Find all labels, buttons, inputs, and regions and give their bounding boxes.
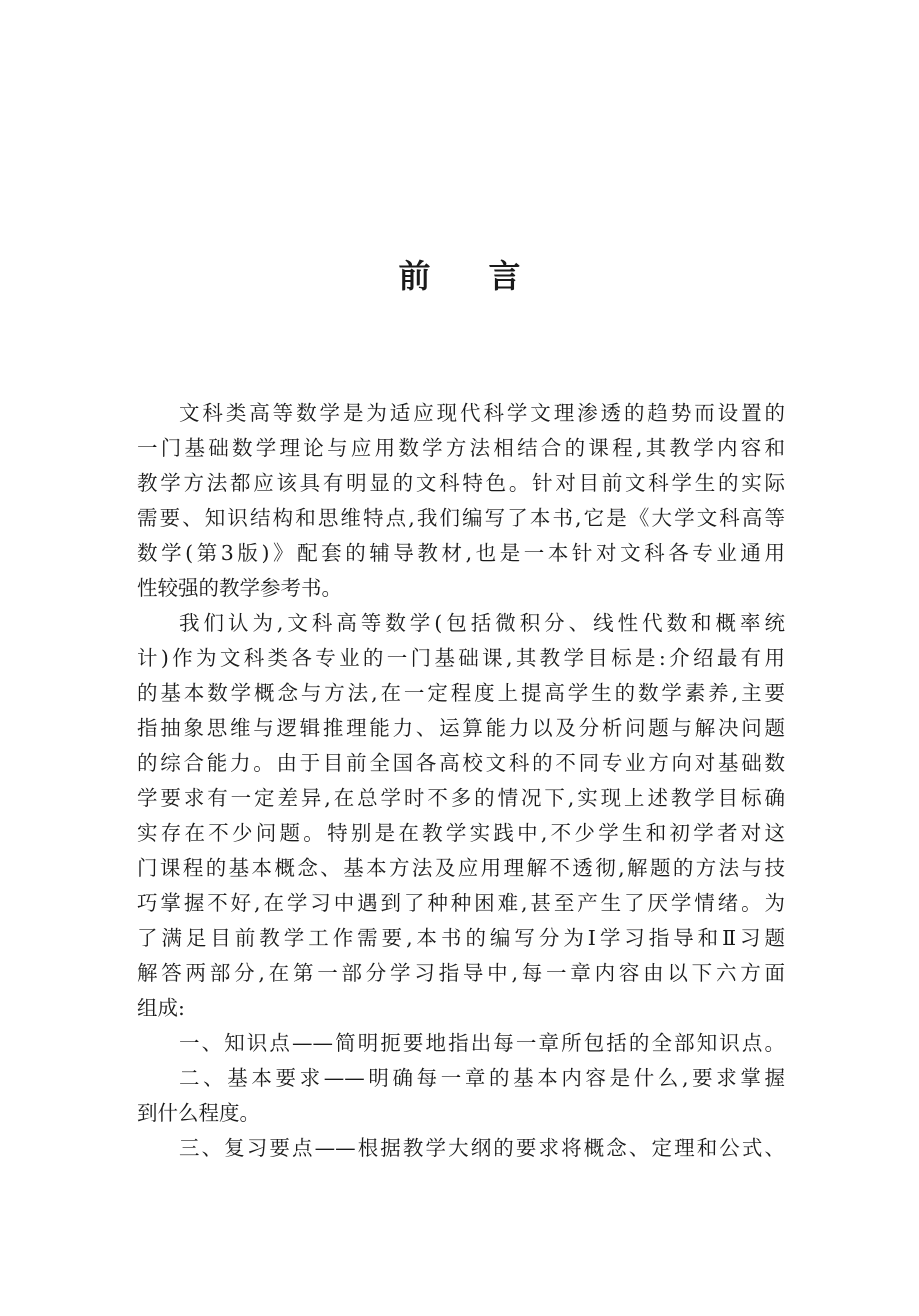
text-line: 到什么程度。: [137, 1101, 260, 1125]
text-line: 教学方法都应该具有明显的文科特色。针对目前文科学生的实际: [137, 471, 785, 495]
text-line: 了满足目前教学工作需要,本书的编写分为Ⅰ学习指导和Ⅱ习题: [137, 926, 785, 950]
text-line: 解答两部分,在第一部分学习指导中,每一章内容由以下六方面: [137, 961, 785, 985]
text-line: 我们认为,文科高等数学(包括微积分、线性代数和概率统: [179, 611, 785, 635]
text-line: 学要求有一定差异,在总学时不多的情况下,实现上述教学目标确: [137, 786, 785, 810]
text-line: 巧掌握不好,在学习中遇到了种种困难,甚至产生了厌学情绪。为: [137, 891, 785, 915]
body-text: [137, 396, 785, 1166]
text-line: 文科类高等数学是为适应现代科学文理渗透的趋势而设置的: [179, 401, 785, 425]
text-line: 指抽象思维与逻辑推理能力、运算能力以及分析问题与解决问题: [137, 716, 785, 740]
text-line: 性较强的教学参考书。: [137, 576, 342, 600]
text-line: 组成:: [137, 996, 185, 1020]
text-line: 的基本数学概念与方法,在一定程度上提高学生的数学素养,主要: [137, 681, 785, 705]
page-title: 前言: [398, 257, 579, 295]
text-line: 需要、知识结构和思维特点,我们编写了本书,它是《大学文科高等: [137, 506, 785, 530]
text-line: 三、复习要点——根据教学大纲的要求将概念、定理和公式、: [179, 1136, 785, 1160]
text-line: 实存在不少问题。特别是在教学实践中,不少学生和初学者对这: [137, 821, 785, 845]
text-line: 一门基础数学理论与应用数学方法相结合的课程,其教学内容和: [137, 436, 785, 460]
text-line: 数学(第3版)》配套的辅导教材,也是一本针对文科各专业通用: [137, 541, 785, 565]
text-line: 二、基本要求——明确每一章的基本内容是什么,要求掌握: [179, 1066, 785, 1090]
text-line: 的综合能力。由于目前全国各高校文科的不同专业方向对基础数: [137, 751, 785, 775]
text-line: 门课程的基本概念、基本方法及应用理解不透彻,解题的方法与技: [137, 856, 785, 880]
text-line: 一、知识点——简明扼要地指出每一章所包括的全部知识点。: [179, 1031, 785, 1055]
text-line: 计)作为文科类各专业的一门基础课,其教学目标是:介绍最有用: [137, 646, 785, 670]
